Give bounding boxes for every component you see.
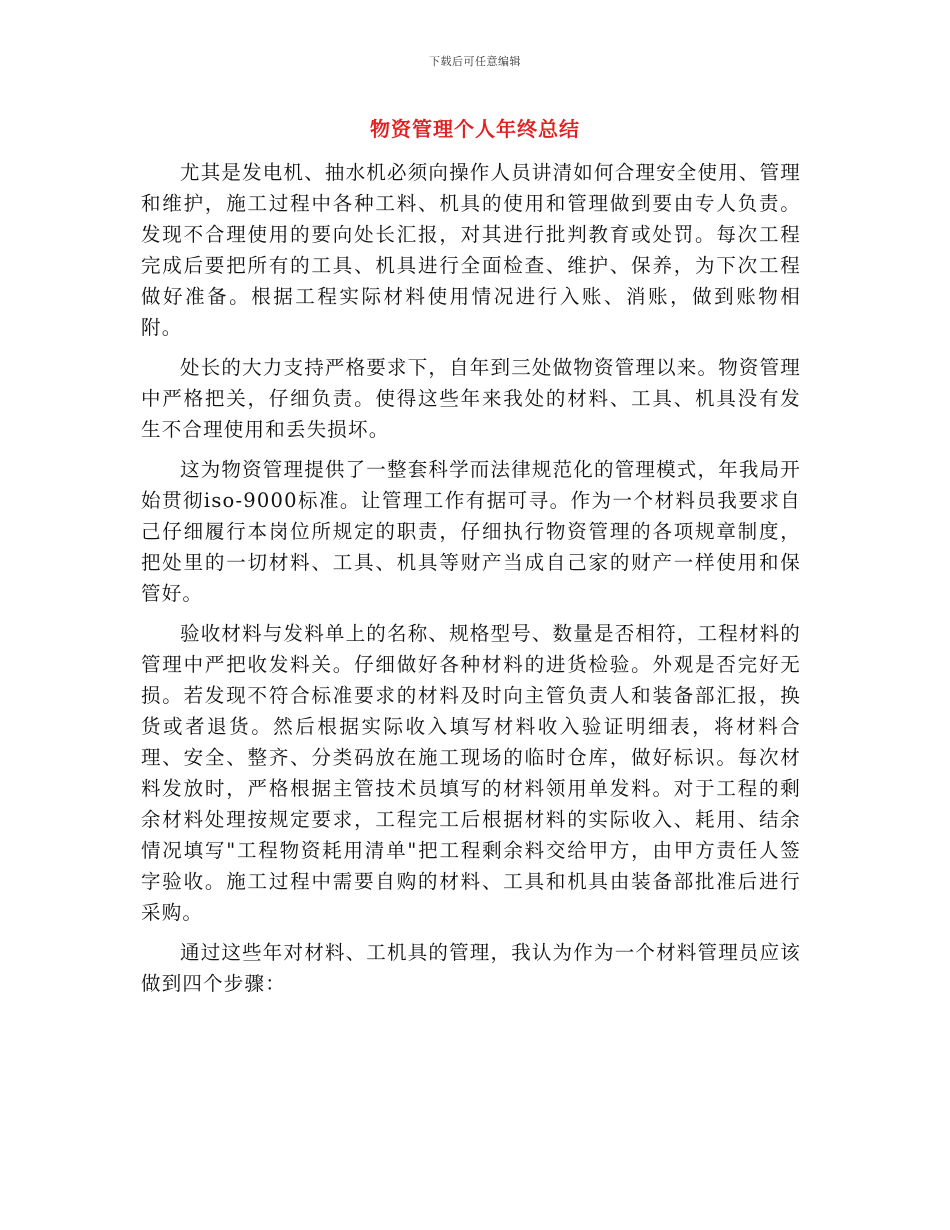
paragraph-4: 验收材料与发料单上的名称、规格型号、数量是否相符，工程材料的管理中严把收发料关。仔细做好各种材料的进货检验。外观是否完好无损。若发现不符合标准要求的材料及时向主管负责人和装备部汇报，换货或者退货。然后根据实际收入填写材料收入验证明细表，将材料合理、安全、整齐、分类码放在施工现场的临时仓库，做好标识。每次材料发放时，严格根据主管技术员填写的材料领用单发料。对于工程的剩余材料处理按规定要求，工程完工后根据材料的实际收入、耗用、结余情况填写"工程物资耗用清单"把工程剩余料交给甲方，由甲方责任人签字验收。施工过程中需要自购的材料、工具和机具由装备部批准后进行采购。: [141, 622, 802, 924]
paragraph-5: 通过这些年对材料、工机具的管理，我认为作为一个材料管理员应该做到四个步骤：: [141, 941, 802, 995]
paragraph-2: 处长的大力支持严格要求下，自年到三处做物资管理以来。物资管理中严格把关，仔细负责。使得这些年来我处的材料、工具、机具没有发生不合理使用和丢失损坏。: [141, 356, 802, 441]
running-header: 下载后可任意编辑: [429, 55, 521, 68]
paragraph-1: 尤其是发电机、抽水机必须向操作人员讲清如何合理安全使用、管理和维护，施工过程中各种工料、机具的使用和管理做到要由专人负责。发现不合理使用的要向处长汇报，对其进行批判教育或处罚。每次工程完成后要把所有的工具、机具进行全面检查、维护、保养，为下次工程做好准备。根据工程实际材料使用情况进行入账、消账，做到账物相附。: [141, 161, 802, 339]
document-body: [141, 157, 801, 1008]
paragraph-3: 这为物资管理提供了一整套科学而法律规范化的管理模式，年我局开始贯彻iso-9000标准。让管理工作有据可寻。作为一个材料员我要求自己仔细履行本岗位所规定的职责，仔细执行物资管理的各项规章制度，把处里的一切材料、工具、机具等财产当成自己家的财产一样使用和保管好。: [141, 458, 802, 605]
document-title: 物资管理个人年终总结: [370, 117, 580, 141]
